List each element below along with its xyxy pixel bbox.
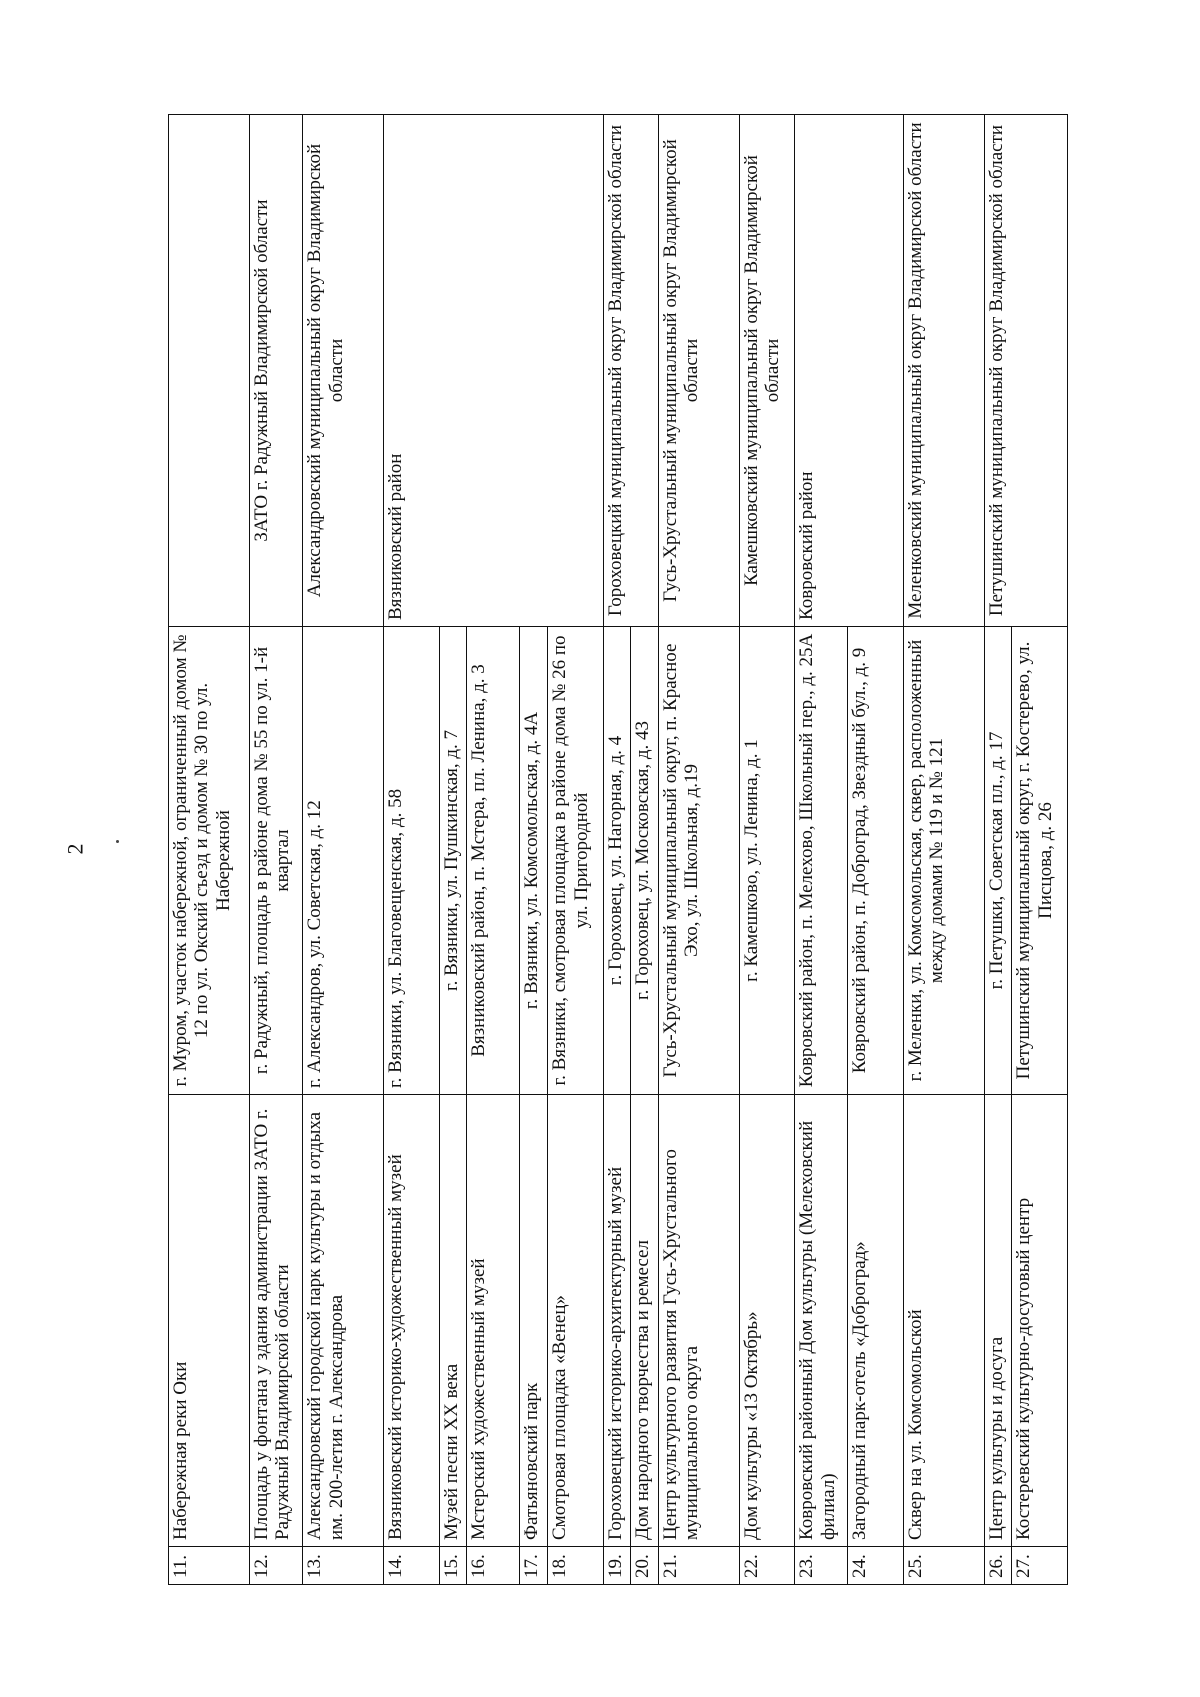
row-number: 22. (739, 1547, 794, 1585)
venue-name: Набережная реки Оки (169, 1095, 250, 1547)
venue-name: Центр культуры и досуга (984, 1095, 1012, 1547)
scan-speck (116, 840, 119, 843)
row-number: 12. (249, 1547, 302, 1585)
row-number: 16. (467, 1547, 520, 1585)
row-number: 15. (439, 1547, 467, 1585)
venues-table (168, 114, 1068, 1585)
venue-name: Загородный парк-отель «Доброград» (848, 1095, 903, 1547)
venue-address: г. Гороховец, ул. Московская, д. 43 (631, 627, 659, 1095)
rotated-table-wrapper (168, 115, 1068, 1585)
table-row (603, 115, 631, 1585)
venue-name: Ковровский районный Дом культуры (Мелеховский филиал) (795, 1095, 848, 1547)
table-row (903, 115, 984, 1585)
row-number: 17. (520, 1547, 548, 1585)
venue-address: г. Вязники, ул. Благовещенская, д. 58 (384, 627, 439, 1095)
venue-name: Мстерский художественный музей (467, 1095, 520, 1547)
row-number: 14. (384, 1547, 439, 1585)
venue-address: г. Вязники, ул. Пушкинская, д. 7 (439, 627, 467, 1095)
district-cell: Гусь-Хрустальный муниципальный округ Владимирской области (658, 115, 739, 627)
venue-address: Ковровский район, п. Доброград, Звездный бул., д. 9 (848, 627, 903, 1095)
district-cell (169, 115, 250, 627)
row-number: 20. (631, 1547, 659, 1585)
district-cell: Петушинский муниципальный округ Владимирской области (984, 115, 1067, 627)
venue-address: г. Меленки, ул. Комсомольская, сквер, расположенный между домами № 119 и № 121 (903, 627, 984, 1095)
venue-name: Дом народного творчества и ремесел (631, 1095, 659, 1547)
venue-name: Фатьяновский парк (520, 1095, 548, 1547)
table-row (384, 115, 439, 1585)
table-row (303, 115, 384, 1585)
table-row (658, 115, 739, 1585)
row-number: 24. (848, 1547, 903, 1585)
venue-address: г. Петушки, Советская пл., д. 17 (984, 627, 1012, 1095)
venue-name: Александровский городской парк культуры и отдыха им. 200-летия г. Александрова (303, 1095, 384, 1547)
venue-address: Ковровский район, п. Мелехово, Школьный пер., д. 25А (795, 627, 848, 1095)
row-number: 13. (303, 1547, 384, 1585)
venue-address: г. Камешково, ул. Ленина, д. 1 (739, 627, 794, 1095)
district-cell: Ковровский район (795, 115, 904, 627)
row-number: 25. (903, 1547, 984, 1585)
table-row (984, 115, 1012, 1585)
venue-address: г. Радужный, площадь в районе дома № 55 по ул. 1-й квартал (249, 627, 302, 1095)
venue-name: Музей песни XX века (439, 1095, 467, 1547)
row-number: 21. (658, 1547, 739, 1585)
row-number: 19. (603, 1547, 631, 1585)
table-row (739, 115, 794, 1585)
venue-address: Петушинский муниципальный округ, г. Костерево, ул. Писцова, д. 26 (1012, 627, 1068, 1095)
district-cell: Меленковский муниципальный округ Владимирской области (903, 115, 984, 627)
page-number: 2 (62, 843, 88, 855)
row-number: 11. (169, 1547, 250, 1585)
table-row (169, 115, 250, 1585)
venue-address: г. Гороховец, ул. Нагорная, д. 4 (603, 627, 631, 1095)
venue-address: г. Александров, ул. Советская, д. 12 (303, 627, 384, 1095)
table-row (795, 115, 848, 1585)
district-cell: Вязниковский район (384, 115, 603, 627)
venue-address: г. Вязники, ул. Комсомольская, д. 4А (520, 627, 548, 1095)
table-row (249, 115, 302, 1585)
row-number: 27. (1012, 1547, 1068, 1585)
venue-name: Сквер на ул. Комсомольской (903, 1095, 984, 1547)
venue-name: Смотровая площадка «Венец» (548, 1095, 603, 1547)
row-number: 18. (548, 1547, 603, 1585)
row-number: 23. (795, 1547, 848, 1585)
venue-name: Костеревский культурно-досуговый центр (1012, 1095, 1068, 1547)
venue-address: г. Вязники, смотровая площадка в районе дома № 26 по ул. Пригородной (548, 627, 603, 1095)
district-cell: Камешковский муниципальный округ Владимирской области (739, 115, 794, 627)
venue-address: Вязниковский район, п. Мстера, пл. Ленина, д. 3 (467, 627, 520, 1095)
venue-name: Площадь у фонтана у здания администрации ЗАТО г. Радужный Владимирской области (249, 1095, 302, 1547)
venue-name: Вязниковский историко-художественный музей (384, 1095, 439, 1547)
row-number: 26. (984, 1547, 1012, 1585)
district-cell: Александровский муниципальный округ Владимирской области (303, 115, 384, 627)
venue-address: Гусь-Хрустальный муниципальный округ, п. Красное Эхо, ул. Школьная, д.19 (658, 627, 739, 1095)
venue-name: Гороховецкий историко-архитектурный музей (603, 1095, 631, 1547)
district-cell: ЗАТО г. Радужный Владимирской области (249, 115, 302, 627)
venue-address: г. Муром, участок набережной, ограниченный домом № 12 по ул. Окский съезд и домом № 30 по ул. Набережной (169, 627, 250, 1095)
venue-name: Дом культуры «13 Октябрь» (739, 1095, 794, 1547)
district-cell: Гороховецкий муниципальный округ Владимирской области (603, 115, 658, 627)
venue-name: Центр культурного развития Гусь-Хрустального муниципального округа (658, 1095, 739, 1547)
